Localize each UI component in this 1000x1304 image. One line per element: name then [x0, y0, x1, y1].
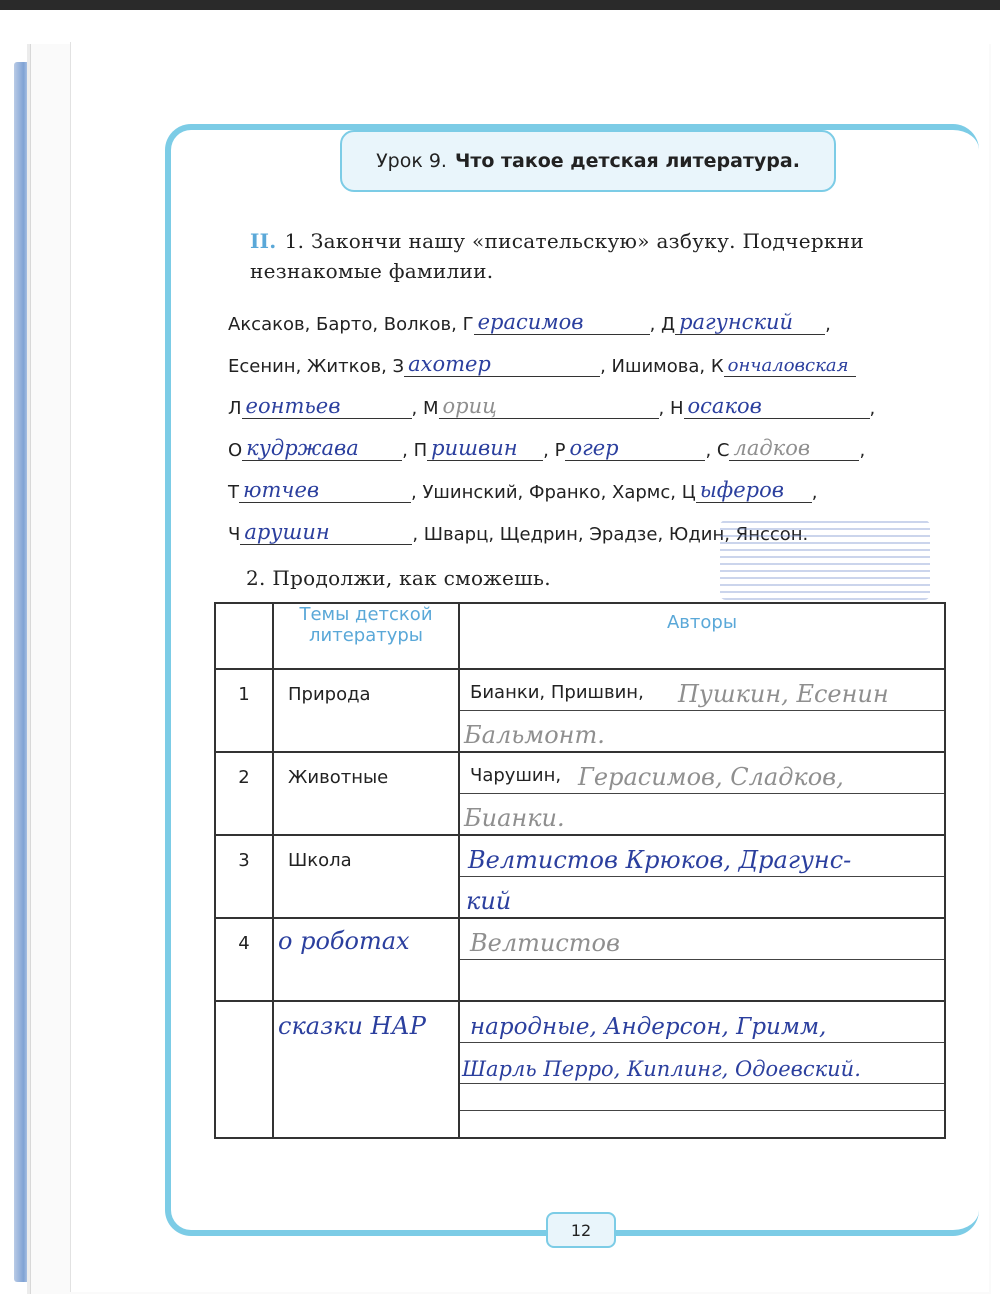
abc-text: , — [859, 440, 866, 461]
table-header-row — [215, 603, 945, 669]
header-authors: Авторы — [459, 603, 945, 669]
table-row — [215, 1001, 945, 1138]
handwritten-answer: Велтистов — [470, 929, 620, 957]
handwritten-answer: Велтистов Крюков, Драгунс- — [468, 846, 852, 874]
themes-table — [214, 602, 946, 1139]
row-topic[interactable] — [273, 918, 459, 1001]
answer-blank[interactable] — [675, 312, 825, 335]
writing-line — [460, 919, 944, 960]
writing-line — [460, 960, 944, 1000]
printed-authors: Бианки, Пришвин, — [470, 682, 644, 703]
handwritten-topic: сказки НАР — [278, 1012, 426, 1040]
abc-line-1 — [228, 312, 958, 335]
writing-line — [460, 1111, 944, 1137]
task1-instruction — [250, 226, 950, 286]
row-topic: Животные — [273, 752, 459, 835]
row-number: 3 — [215, 835, 273, 918]
handwritten-answer: Пушкин, Есенин — [678, 680, 889, 708]
printed-authors: Чарушин, — [470, 765, 562, 786]
handwritten-answer: еонтьев — [245, 394, 341, 418]
abc-text: , Ишимова, К — [600, 356, 724, 377]
header-num — [215, 603, 273, 669]
handwritten-answer: Бальмонт. — [464, 721, 605, 749]
answer-blank[interactable] — [242, 396, 412, 419]
abc-text: Ч — [228, 524, 241, 545]
abc-line-3 — [228, 396, 958, 419]
answer-blank[interactable] — [404, 354, 600, 377]
abc-text: , Шварц, Щедрин, Эрадзе, Юдин, Янссон. — [412, 524, 809, 545]
row-number: 2 — [215, 752, 273, 835]
task1-text: 1. Закончи нашу «писательскую» азбуку. Подчеркни незнакомые фамилии. — [250, 229, 864, 283]
scan-edge — [0, 0, 1000, 10]
row-number: 4 — [215, 918, 273, 1001]
abc-text: , Д — [649, 314, 676, 335]
page-number: 12 — [546, 1212, 616, 1248]
row-authors[interactable] — [459, 1001, 945, 1138]
abc-text: , Ушинский, Франко, Хармс, Ц — [411, 482, 696, 503]
handwritten-answer: ришвин — [431, 436, 518, 460]
handwritten-answer: ладков — [733, 436, 811, 460]
abc-text: , М — [411, 398, 439, 419]
handwritten-answer: ютчев — [243, 478, 320, 502]
row-authors[interactable] — [459, 669, 945, 752]
handwritten-answer: ориц — [442, 394, 497, 418]
abc-text: Есенин, Житков, З — [228, 356, 405, 377]
abc-text: , С — [705, 440, 730, 461]
row-authors[interactable] — [459, 918, 945, 1001]
handwritten-answer: арушин — [244, 520, 330, 544]
answer-blank[interactable] — [684, 396, 870, 419]
handwritten-answer: ыферов — [699, 478, 784, 502]
abc-text: Аксаков, Барто, Волков, Г — [228, 314, 474, 335]
handwritten-answer: кудржава — [246, 436, 359, 460]
answer-blank[interactable] — [439, 396, 659, 419]
handwritten-answer: Герасимов, Сладков, — [578, 763, 844, 791]
handwritten-answer: Шарль Перро, Киплинг, Одоевский. — [462, 1057, 861, 1081]
handwritten-answer: рагунский — [679, 310, 794, 334]
answer-blank[interactable] — [239, 480, 411, 503]
abc-text: Л — [228, 398, 242, 419]
handwritten-answer: народные, Андерсон, Гримм, — [470, 1014, 827, 1040]
writing-line — [460, 711, 944, 751]
abc-text: , П — [402, 440, 428, 461]
task2-instruction: 2. Продолжи, как сможешь. — [246, 566, 551, 590]
abc-text: , Р — [543, 440, 566, 461]
handwritten-answer: кий — [466, 887, 512, 915]
answer-blank[interactable] — [565, 438, 705, 461]
table-row — [215, 835, 945, 918]
row-authors[interactable] — [459, 752, 945, 835]
row-topic: Школа — [273, 835, 459, 918]
row-number: 1 — [215, 669, 273, 752]
row-topic: Природа — [273, 669, 459, 752]
library-stamp — [720, 520, 930, 600]
handwritten-answer: Бианки. — [464, 804, 565, 832]
answer-blank[interactable] — [427, 438, 543, 461]
abc-text: О — [228, 440, 243, 461]
abc-line-4 — [228, 438, 958, 461]
handwritten-answer: ахотер — [408, 352, 491, 376]
answer-blank[interactable] — [474, 312, 650, 335]
table-row — [215, 918, 945, 1001]
abc-text: Т — [228, 482, 239, 503]
answer-blank[interactable] — [242, 438, 402, 461]
abc-text: , — [811, 482, 818, 503]
row-number — [215, 1001, 273, 1138]
writing-line — [460, 753, 944, 794]
writing-line — [460, 1084, 944, 1111]
lesson-label: Урок 9. — [376, 150, 447, 172]
handwritten-answer: ончаловская — [727, 355, 849, 376]
writing-line — [460, 1043, 944, 1084]
lesson-title-box — [340, 130, 836, 192]
handwritten-answer: осаков — [687, 394, 762, 418]
abc-line-2 — [228, 354, 958, 377]
header-topics: Темы детской литературы — [273, 603, 459, 669]
book-spine — [14, 62, 30, 1282]
writing-line — [460, 670, 944, 711]
row-topic[interactable] — [273, 1001, 459, 1138]
abc-text: , — [825, 314, 831, 335]
answer-blank[interactable] — [729, 438, 859, 461]
lesson-title: Что такое детская литература. — [454, 150, 800, 172]
answer-blank[interactable] — [724, 354, 856, 377]
writing-line — [460, 1002, 944, 1043]
abc-line-5 — [228, 480, 958, 503]
row-authors[interactable] — [459, 835, 945, 918]
writing-line — [460, 877, 944, 917]
answer-blank[interactable] — [696, 480, 812, 503]
abc-text: , Н — [658, 398, 684, 419]
task-section-number: II. — [250, 229, 277, 253]
writing-line — [460, 794, 944, 834]
handwritten-answer: ерасимов — [477, 310, 584, 334]
handwritten-topic: о роботах — [278, 927, 410, 955]
table-row — [215, 669, 945, 752]
handwritten-answer: огер — [569, 436, 619, 460]
table-row — [215, 752, 945, 835]
abc-text: , — [869, 398, 876, 419]
writing-line — [460, 836, 944, 877]
answer-blank[interactable] — [240, 522, 412, 545]
